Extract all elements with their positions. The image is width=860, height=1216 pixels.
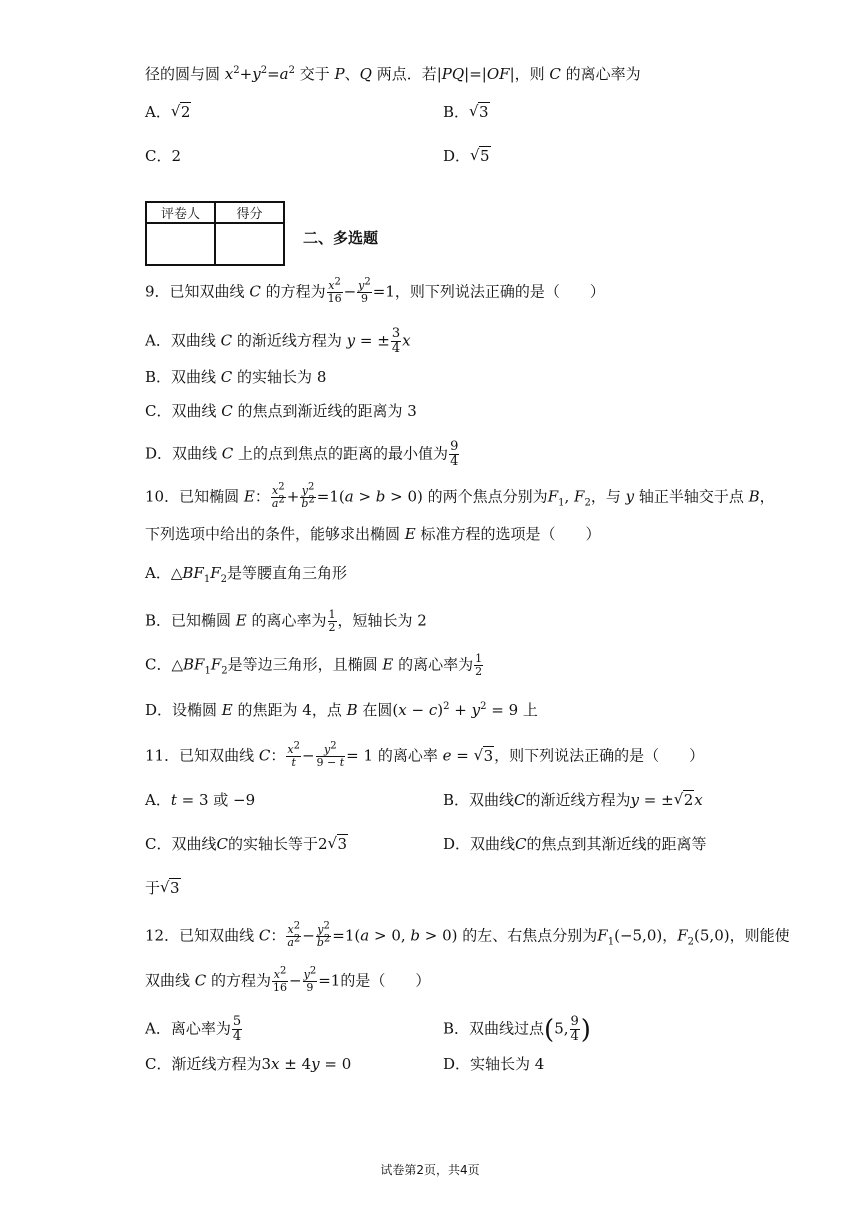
q8-option-a: A．√ 2: [145, 102, 191, 122]
q11-option-b: B．双曲线C的渐近线方程为y = ±√ 2x: [443, 790, 703, 810]
score-header: 得分: [215, 202, 284, 223]
q11-option-c: C．双曲线C的实轴长等于2√ 3: [145, 834, 348, 854]
q12-option-b: B．双曲线过点(5, $\frac{9}{4}$ ): [443, 1014, 591, 1045]
q10-stem-line2: 下列选项中给出的条件，能够求出椭圆 E 标准方程的选项是（ ）: [145, 525, 601, 543]
q10-option-b: B．已知椭圆 E 的离心率为 $\frac{1}{2}$ ，短轴长为 2: [145, 608, 427, 634]
q9-option-d: D．双曲线 C 上的点到焦点的距离的最小值为 $\frac{9}{4}$: [145, 439, 459, 469]
q11-option-a: A．t = 3 或 −9: [145, 791, 256, 809]
page-footer: 试卷第2页，共4页: [380, 1163, 480, 1177]
q12-stem: 12．已知双曲线 C： $\frac{x^2}{a^2}$ − $\frac{y^2}{b^2}$ =1(a > 0, b > 0) 的左、右焦点分别为$F_1(-5,0)$，$F_2(5,0)$，则能使: [145, 920, 790, 949]
q10-stem: 10．已知椭圆 E： $\frac{x^2}{a^2}$ + $\frac{y^2}{b^2}$ =1(a > b > 0) 的两个焦点分别为$F_1$, $F_2$，与 y 轴正半轴交于点 B，: [145, 481, 775, 510]
q9-stem: 9．已知双曲线 C 的方程为 $\frac{x^2}{16}$ − $\frac{y^2}{9}$ =1，则下列说法正确的是（ ）: [145, 276, 605, 305]
q9-option-b: B．双曲线 C 的实轴长为 8: [145, 368, 327, 386]
reviewer-cell: [146, 223, 215, 265]
score-table: [145, 201, 285, 266]
q12-stem-line2: 双曲线 C 的方程为 $\frac{x^2}{16}$ − $\frac{y^2}{9}$ =1的是（ ）: [145, 965, 431, 994]
section-title: 二、多选题: [303, 229, 379, 247]
q12-option-a: A．离心率为 $\frac{5}{4}$: [145, 1014, 242, 1044]
q8-option-d: D．√ 5: [443, 146, 491, 166]
q8-option-b: B．√ 3: [443, 102, 490, 122]
q9-option-a: A．双曲线 C 的渐近线方程为 y = ± $\frac{3}{4}$ x: [145, 326, 411, 356]
q12-option-c: C．渐近线方程为3x ± 4y = 0: [145, 1055, 352, 1073]
q8-option-c: C．2: [145, 147, 182, 165]
q11-stem: 11．已知双曲线 C： $\frac{x^2}{t}$ − $\frac{y^2}{9 - t}$ = 1 的离心率 e = √ 3，则下列说法正确的是（ ）: [145, 744, 704, 769]
q10-option-c: C．$\triangle BF_1F_2$是等边三角形，且椭圆 E 的离心率为 $\frac{1}{2}$: [145, 652, 483, 678]
score-cell: [215, 223, 284, 265]
reviewer-header: 评卷人: [146, 202, 215, 223]
q11-option-d: D．双曲线C的焦点到其渐近线的距离等: [443, 835, 707, 853]
q9-option-c: C．双曲线 C 的焦点到渐近线的距离为 3: [145, 402, 417, 420]
q12-option-d: D．实轴长为 4: [443, 1055, 545, 1073]
q11-option-d-cont: 于√ 3: [145, 878, 181, 898]
q10-option-a: A．$\triangle BF_1F_2$是等腰直角三角形: [145, 564, 348, 585]
q8-stem: 径的圆与圆 $x^2+y^2=a^2$ 交于 P、Q 两点．若|PQ|=|OF|，则 C 的离心率为: [145, 65, 641, 83]
q10-option-d: D．设椭圆 E 的焦距为 4，点 B 在圆$(x - c)^2 + y^2 = 9$ 上: [145, 701, 538, 719]
